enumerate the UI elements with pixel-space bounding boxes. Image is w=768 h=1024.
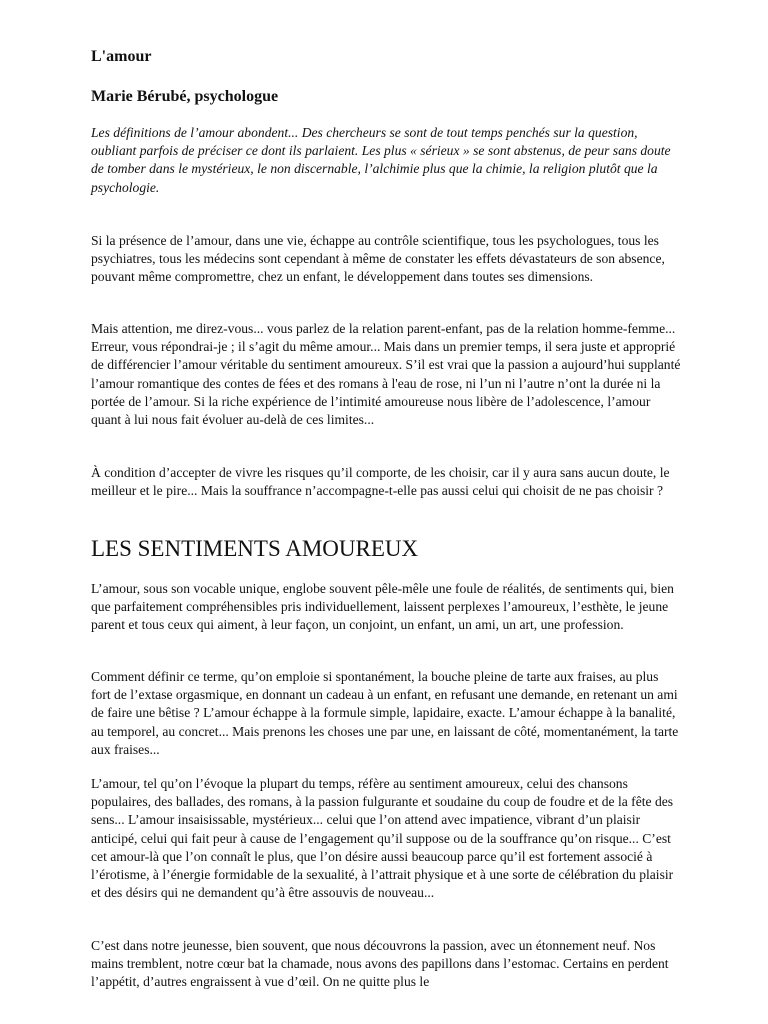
intro-paragraph-2: Mais attention, me direz-vous... vous parlez de la relation parent-enfant, pas de la relation homme-femme... Erreur, vous répondrai-je ; il s’agit du même amour... Mais dans un premier temps, il sera juste et approprié de différencier l’amour véritable du sentiment amoureux. S’il est vrai que la passion a aujourd’hui supplanté l’amour romantique des contes de fées et des romans à l'eau de rose, ni l’un ni l’autre n’ont la durée ni la portée de l’amour. Si la riche expérience de l’intimité amoureuse nous libère de l’adolescence, l’amour quant à lui nous fait évoluer au-delà de ces limites... xyxy=(91,321,681,428)
section-paragraph-3: L’amour, tel qu’on l’évoque la plupart du temps, réfère au sentiment amoureux, celui des chansons populaires, des ballades, des romans, à la passion fulgurante et soudaine du coup de foudre et de la fête des sens... L’amour insaisissable, mystérieux... celui que l’on attend avec impatience, vibrant d’un plaisir anticipé, celui qui fait peur à cause de l’engagement qu’il suppose ou de la souffrance qu’on risque... C’est cet amour-là que l’on connaît le plus, que l’on désire aussi beaucoup parce qu’il est fortement associé à l’érotisme, à l’énergie formidable de la sexualité, à l’attrait physique et à une sorte de célébration du plaisir et des désirs qui ne demandent qu’à être assouvis de nouveau... xyxy=(91,776,674,901)
intro-paragraph-3: À condition d’accepter de vivre les risques qu’il comporte, de les choisir, car il y aura sans aucun doute, le meilleur et le pire... Mais la souffrance n’accompagne-t-elle pas aussi celui qui choisit de ne pas choisir ? xyxy=(91,465,670,499)
document-title: L'amour xyxy=(91,48,152,65)
section-heading: LES SENTIMENTS AMOUREUX xyxy=(91,536,419,561)
section-paragraph-1: L’amour, sous son vocable unique, englobe souvent pêle-mêle une foule de réalités, de sentiments qui, bien que parfaitement compréhensibles pris individuellement, laissent perplexes l’amoureux, l’esthète, le jeune parent et tous ceux qui aiment, à leur façon, un conjoint, un enfant, un ami, un art, une profession. xyxy=(91,581,674,633)
section-paragraph-2: Comment définir ce terme, qu’on emploie si spontanément, la bouche pleine de tarte aux fraises, au plus fort de l’extase orgasmique, en donnant un cadeau à un enfant, en refusant une demande, en retenant un ami de faire une bêtise ? L’amour échappe à la formule simple, lapidaire, exacte. L’amour échappe à la banalité, au temporel, au concret... Mais prenons les choses une par une, en laissant de côté, momentanément, la tarte aux fraises... xyxy=(91,669,679,757)
author-line: Marie Bérubé, psychologue xyxy=(91,88,279,105)
abstract-paragraph: Les définitions de l’amour abondent... Des chercheurs se sont de tout temps penchés sur la question, oubliant parfois de préciser ce dont ils parlaient. Les plus « sérieux » se sont abstenus, de peur sans doute de tomber dans le mystérieux, le non discernable, l’alchimie plus que la chimie, la religion plutôt que la psychologie. xyxy=(91,125,671,195)
section-paragraph-4: C’est dans notre jeunesse, bien souvent, que nous découvrons la passion, avec un étonnement neuf. Nos mains tremblent, notre cœur bat la chamade, nous avons des papillons dans l’estomac. Certains en perdent l’appétit, d’autres engraissent à vue d’œil. On ne quitte plus le xyxy=(91,938,669,990)
intro-paragraph-1: Si la présence de l’amour, dans une vie, échappe au contrôle scientifique, tous les psychologues, tous les psychiatres, tous les médecins sont cependant à même de constater les effets dévastateurs de son absence, pouvant même compromettre, chez un enfant, le développement dans toutes ses dimensions. xyxy=(91,233,665,285)
